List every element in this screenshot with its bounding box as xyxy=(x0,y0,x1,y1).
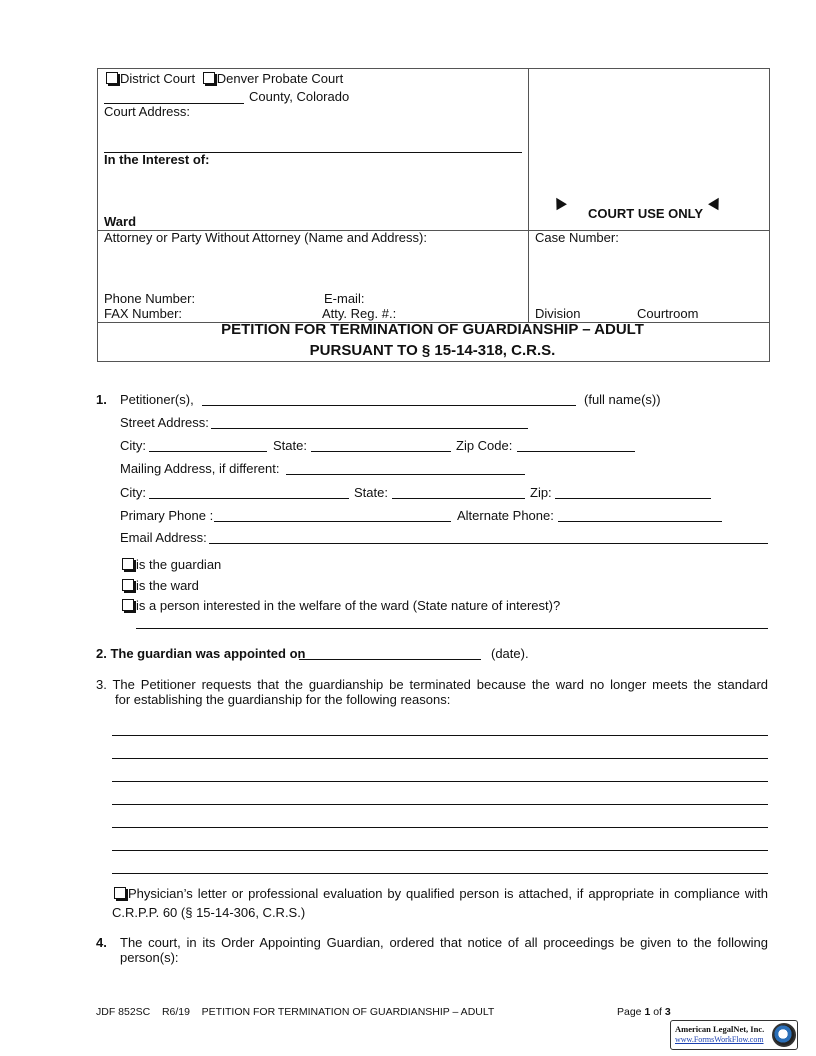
district-court-label: District Court xyxy=(120,71,196,86)
petitioner-label: Petitioner(s), xyxy=(120,392,194,407)
courtroom-label: Courtroom xyxy=(637,306,699,321)
date-hint: (date). xyxy=(491,646,529,661)
reason-line[interactable] xyxy=(112,873,768,874)
section4-line2: person(s): xyxy=(120,950,179,965)
alternate-phone-field[interactable] xyxy=(558,521,722,522)
court-address-label: Court Address: xyxy=(104,104,190,119)
reason-line[interactable] xyxy=(112,850,768,851)
reason-line[interactable] xyxy=(112,758,768,759)
page-word: Page xyxy=(617,1006,642,1018)
interested-option-label: is a person interested in the welfare of the ward (State nature of interest)? xyxy=(136,598,561,613)
attachment-checkbox[interactable] xyxy=(114,887,126,899)
form-title-line2: PURSUANT TO § 15-14-318, C.R.S. xyxy=(309,342,556,359)
denver-probate-checkbox[interactable] xyxy=(203,72,215,84)
county-suffix: County, Colorado xyxy=(249,89,350,104)
city2-label: City: xyxy=(120,485,146,500)
section4-number: 4. xyxy=(96,935,107,950)
logo-line1: American LegalNet, Inc. xyxy=(675,1024,765,1034)
denver-probate-label: Denver Probate Court xyxy=(216,71,344,86)
logo-emblem-icon xyxy=(772,1023,796,1047)
page-total: 3 xyxy=(664,1006,671,1018)
email-label: E-mail: xyxy=(324,291,365,306)
option-ward xyxy=(122,578,199,593)
footer-form-id: JDF 852SC xyxy=(96,1006,151,1018)
petitioner-field[interactable] xyxy=(202,405,576,406)
ward-label: Ward xyxy=(104,214,137,229)
reason-line[interactable] xyxy=(112,735,768,736)
section3-line2: for establishing the guardianship for the following reasons: xyxy=(115,692,451,707)
caption-vertical-divider xyxy=(528,69,529,323)
division-label: Division xyxy=(535,306,581,321)
section3-line1: 3. The Petitioner requests that the guardianship be terminated because the ward no longer meets the standard xyxy=(96,677,768,692)
attachment-line2: C.R.P.P. 60 (§ 15-14-306, C.R.S.) xyxy=(112,905,306,920)
ward-option-label: is the ward xyxy=(136,578,199,593)
full-names-hint: (full name(s)) xyxy=(584,392,661,407)
section1-number: 1. xyxy=(96,392,107,407)
ward-checkbox[interactable] xyxy=(122,579,134,591)
case-number-label: Case Number: xyxy=(535,230,619,245)
page-indicator xyxy=(617,1006,671,1018)
interest-nature-field[interactable] xyxy=(136,628,768,629)
email-address-label: Email Address: xyxy=(120,530,207,545)
zip-code-field[interactable] xyxy=(517,451,635,452)
attorney-label: Attorney or Party Without Attorney (Name and Address): xyxy=(104,230,427,245)
court-use-only: COURT USE ONLY xyxy=(588,206,704,221)
atty-reg-label: Atty. Reg. #.: xyxy=(322,306,397,321)
district-court-checkbox[interactable] xyxy=(106,72,118,84)
email-address-field[interactable] xyxy=(209,543,768,544)
section4-line1: The court, in its Order Appointing Guardian, ordered that notice of all proceedings be given to the following xyxy=(120,935,768,950)
section2-text xyxy=(96,646,305,661)
reason-line[interactable] xyxy=(112,827,768,828)
footer-left xyxy=(96,1006,494,1018)
mailing-field[interactable] xyxy=(286,474,525,475)
page-current: 1 xyxy=(644,1006,651,1018)
reason-line[interactable] xyxy=(112,781,768,782)
state-field[interactable] xyxy=(311,451,451,452)
zip2-field[interactable] xyxy=(555,498,711,499)
footer-form-title: PETITION FOR TERMINATION OF GUARDIANSHIP – ADULT xyxy=(201,1006,495,1018)
street-label: Street Address: xyxy=(120,415,209,430)
logo-line2: www.FormsWorkFlow.com xyxy=(675,1035,764,1044)
city2-field[interactable] xyxy=(149,498,349,499)
primary-phone-label: Primary Phone : xyxy=(120,508,214,523)
street-field[interactable] xyxy=(211,428,528,429)
option-interested xyxy=(122,598,560,613)
zip2-label: Zip: xyxy=(530,485,552,500)
city-label: City: xyxy=(120,438,146,453)
option-guardian xyxy=(122,557,221,572)
page-of: of xyxy=(653,1006,662,1018)
city-field[interactable] xyxy=(149,451,267,452)
alternate-phone-label: Alternate Phone: xyxy=(457,508,554,523)
state2-label: State: xyxy=(354,485,388,500)
interested-checkbox[interactable] xyxy=(122,599,134,611)
form-title-line1: PETITION FOR TERMINATION OF GUARDIANSHIP – ADULT xyxy=(221,321,644,338)
section2-body: 2. The guardian was appointed on xyxy=(96,646,306,661)
appointment-date-field[interactable] xyxy=(299,659,481,660)
guardian-option-label: is the guardian xyxy=(136,557,222,572)
zip-code-label: Zip Code: xyxy=(456,438,513,453)
reason-line[interactable] xyxy=(112,804,768,805)
guardian-checkbox[interactable] xyxy=(122,558,134,570)
attachment-text: Physician’s letter or professional evaluation by qualified person is attached, if appropriate in compliance with xyxy=(128,886,768,901)
court-selection xyxy=(106,71,343,86)
attachment-line1 xyxy=(114,886,768,901)
legalnet-logo xyxy=(670,1020,798,1050)
interest-label: In the Interest of: xyxy=(104,152,210,167)
fax-label: FAX Number: xyxy=(104,306,183,321)
state2-field[interactable] xyxy=(392,498,525,499)
state-label: State: xyxy=(273,438,307,453)
footer-revision: R6/19 xyxy=(161,1006,190,1018)
mailing-label: Mailing Address, if different: xyxy=(120,461,280,476)
primary-phone-field[interactable] xyxy=(214,521,451,522)
phone-label: Phone Number: xyxy=(104,291,196,306)
